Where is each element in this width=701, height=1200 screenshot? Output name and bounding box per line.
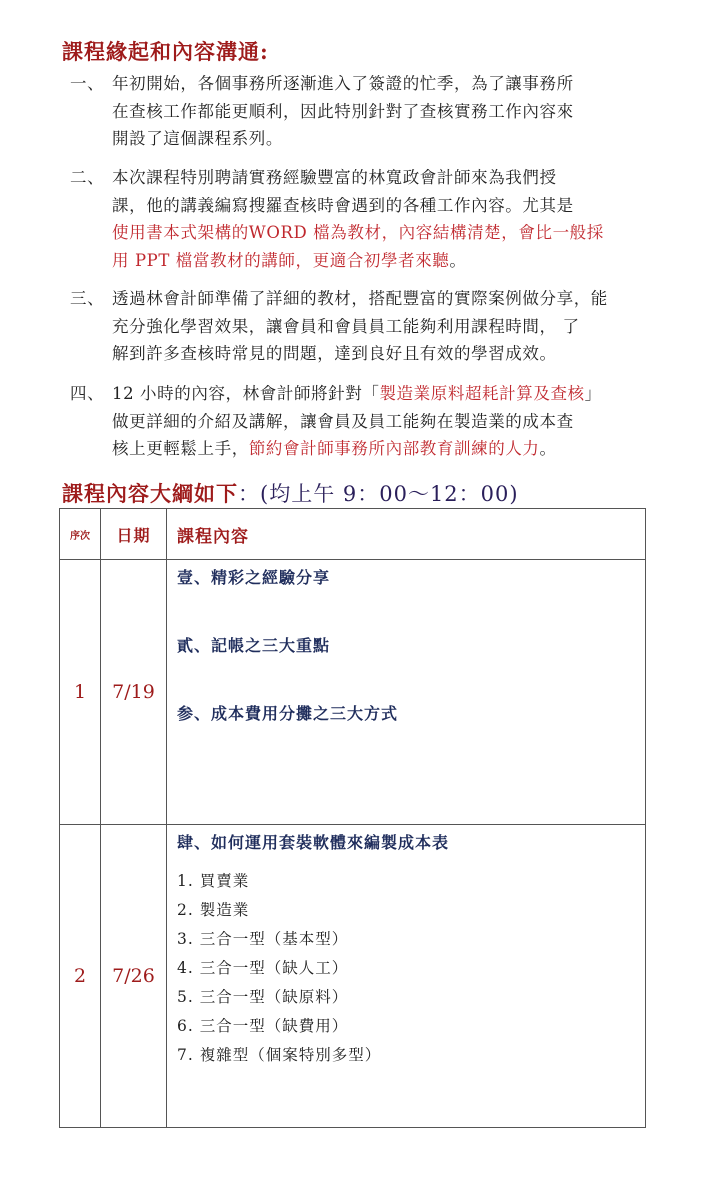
intro-paragraph — [70, 70, 670, 153]
highlighted-text: 節約會計師事務所內部教育訓練的人力 — [248, 439, 540, 458]
row-date: 7/19 — [101, 560, 167, 825]
paragraph-line — [70, 313, 670, 341]
column-header-content: 課程內容 — [167, 509, 646, 560]
paragraph-line — [70, 192, 670, 220]
body-text: 在查核工作都能更順利，因此特別針對了查核實務工作內容來 — [112, 101, 574, 121]
body-text: 年初開始，各個事務所逐漸進入了簽證的忙季，為了讓事務所 — [112, 74, 574, 93]
outline-title: 課程內容大綱如下 — [62, 481, 238, 506]
body-text: 。 — [539, 439, 557, 458]
topic-item: 肆、如何運用套裝軟體來編製成本表 — [177, 833, 450, 852]
paragraph-line — [70, 340, 670, 368]
intro-paragraph — [70, 164, 670, 274]
body-text: 做更詳細的介紹及講解，讓會員及員工能夠在製造業的成本查 — [112, 411, 574, 431]
paragraph-number: 三、 — [70, 289, 105, 308]
body-text: 本次課程特別聘請實務經驗豐富的林寬政會計師來為我們授 — [112, 168, 557, 187]
highlighted-text: 用 PPT 檔當教材的講師，更適合初學者來聽 — [112, 250, 450, 270]
subitem: 5. 三合一型（缺原料） — [177, 988, 349, 1006]
paragraph-number: 四、 — [70, 384, 105, 403]
subitem: 4. 三合一型（缺人工） — [177, 959, 349, 977]
paragraph-line — [70, 70, 670, 98]
topic-item: 壹、精彩之經驗分享 — [177, 568, 331, 587]
course-outline-table — [59, 508, 646, 1128]
paragraph-line — [70, 125, 670, 153]
body-text: 12 小時的內容，林會計師將針對「 — [112, 384, 380, 403]
body-text: 。 — [449, 250, 467, 270]
paragraph-line — [70, 285, 670, 313]
paragraph-line — [70, 435, 670, 463]
body-text: 解到許多查核時常見的問題，達到良好且有效的學習成效。 — [112, 344, 557, 363]
topic-item: 参、成本費用分攤之三大方式 — [177, 704, 399, 723]
table-row — [60, 560, 646, 825]
table-header-row — [60, 509, 646, 560]
intro-paragraph — [70, 380, 670, 463]
body-text: 開設了這個課程系列。 — [112, 129, 283, 148]
paragraph-line — [70, 247, 670, 275]
subitem: 7. 複雜型（個案特別多型） — [177, 1046, 382, 1064]
highlighted-text: 製造業原料超耗計算及查核 — [379, 384, 585, 403]
row-content — [167, 560, 646, 825]
column-header-date: 日期 — [101, 509, 167, 560]
outline-heading — [62, 478, 519, 508]
paragraph-line — [70, 408, 670, 436]
row-content — [167, 825, 646, 1128]
row-seq: 1 — [60, 560, 101, 825]
row-seq: 2 — [60, 825, 101, 1128]
outline-time-note: ：(均上午 9：00～12：00) — [238, 482, 519, 506]
table-row — [60, 825, 646, 1128]
paragraph-line — [70, 98, 670, 126]
topic-item: 貳、記帳之三大重點 — [177, 636, 331, 655]
subitem: 2. 製造業 — [177, 901, 250, 919]
body-text: 」 — [584, 384, 602, 403]
paragraph-number: 一、 — [70, 74, 105, 93]
column-header-seq: 序次 — [60, 509, 101, 560]
paragraph-number: 二、 — [70, 168, 105, 187]
paragraph-line — [70, 219, 670, 247]
body-text: 課，他的講義編寫搜羅查核時會遇到的各種工作內容。尤其是 — [112, 195, 574, 215]
body-text: 充分強化學習效果，讓會員和會員員工能夠利用課程時間， 了 — [112, 316, 580, 336]
subitem: 6. 三合一型（缺費用） — [177, 1017, 349, 1035]
paragraph-line — [70, 164, 670, 192]
intro-heading: 課程緣起和內容溝通: — [62, 39, 269, 64]
subitem: 3. 三合一型（基本型） — [177, 930, 349, 948]
subitem: 1. 買賣業 — [177, 872, 250, 890]
row-date: 7/26 — [101, 825, 167, 1128]
body-text: 透過林會計師準備了詳細的教材，搭配豐富的實際案例做分享，能 — [112, 289, 608, 308]
highlighted-text: 使用書本式架構的WORD 檔為教材，內容結構清楚，會比一般採 — [112, 223, 604, 242]
intro-paragraph — [70, 285, 670, 368]
body-text: 核上更輕鬆上手， — [112, 439, 249, 458]
paragraph-line — [70, 380, 670, 408]
